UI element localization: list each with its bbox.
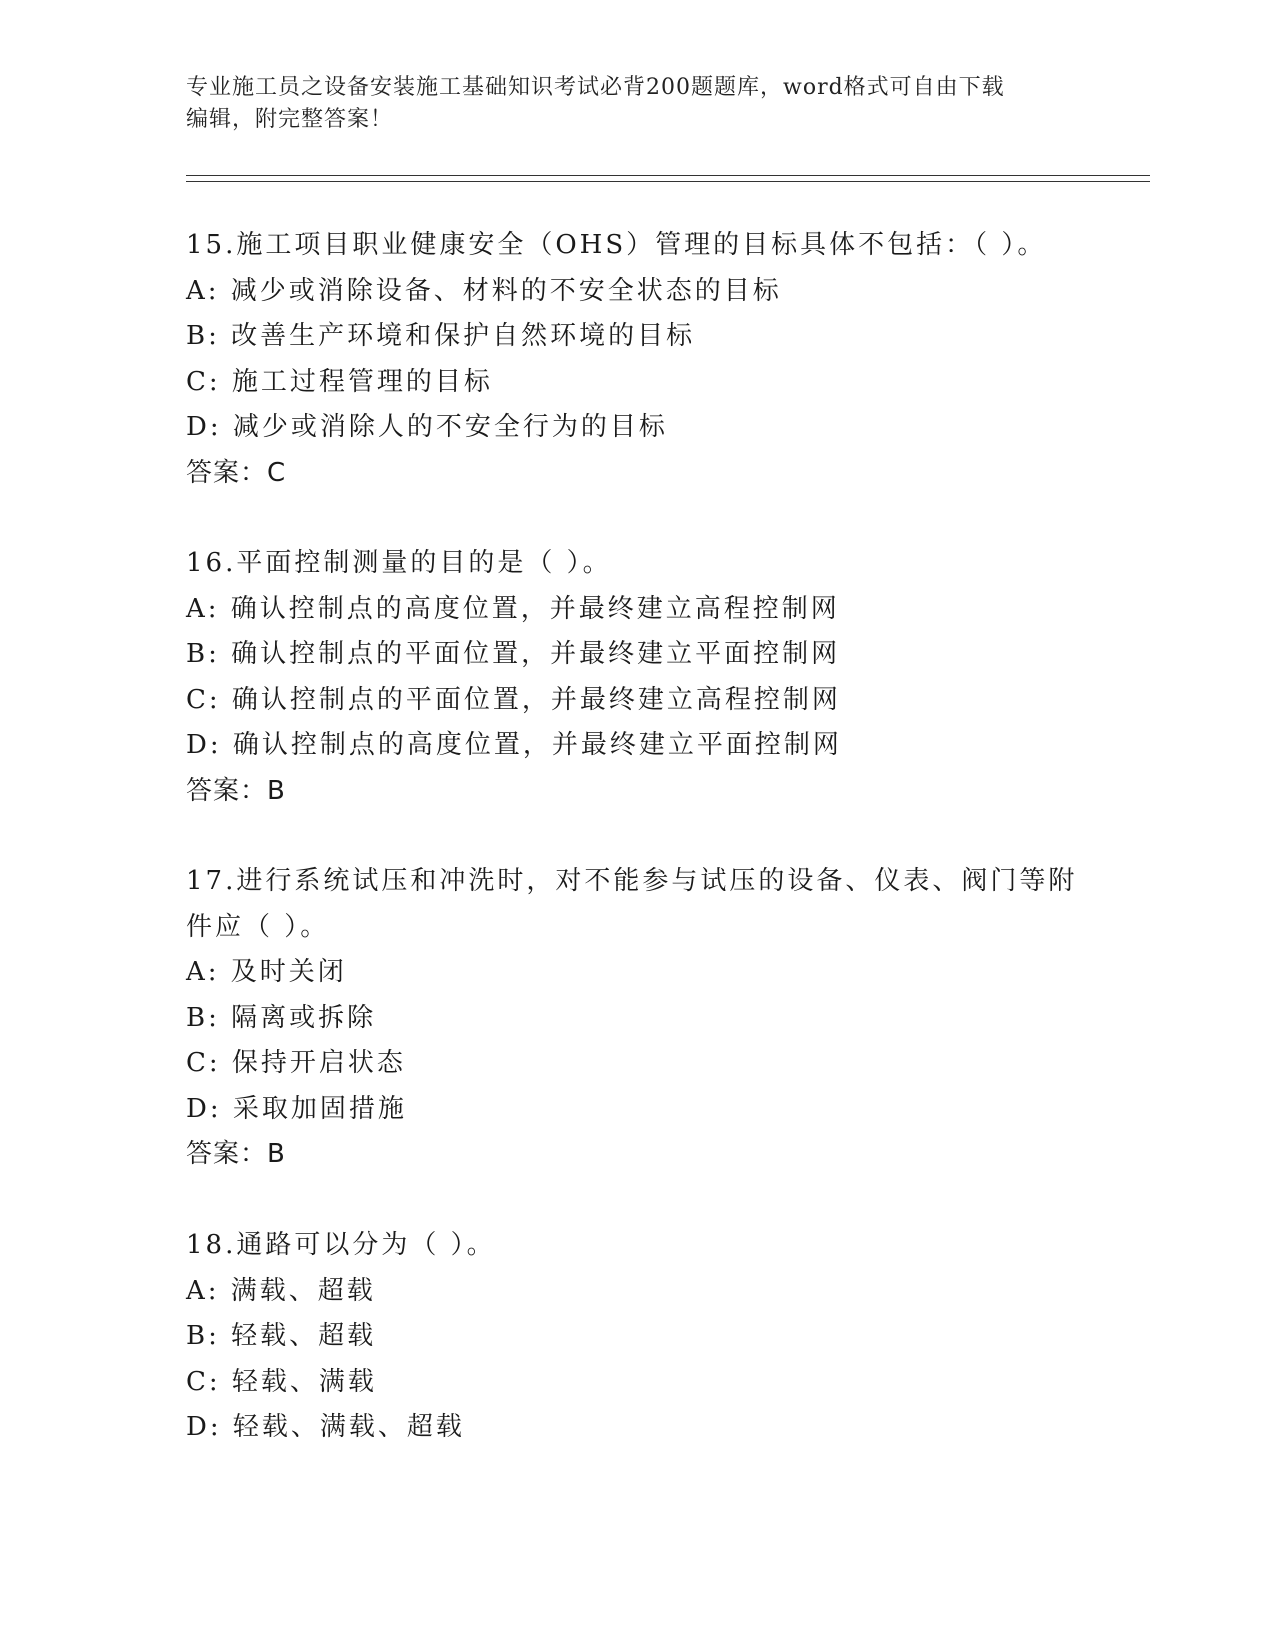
- option-a: A: 满载、超载: [186, 1275, 376, 1306]
- question-stem: 16.平面控制测量的目的是（ ）。: [186, 548, 612, 578]
- option-c: C: 确认控制点的平面位置，并最终建立高程控制网: [186, 684, 841, 715]
- answer-label: 答案：B: [186, 1139, 286, 1169]
- option-a: A: 及时关闭: [186, 957, 347, 987]
- option-d: D: 确认控制点的高度位置，并最终建立平面控制网: [186, 730, 842, 760]
- option-d: D: 采取加固措施: [186, 1093, 407, 1124]
- header-title-line-1: 专业施工员之设备安装施工基础知识考试必背200题题库，word格式可自由下载: [186, 75, 1005, 100]
- option-c: C: 轻载、满载: [186, 1366, 377, 1397]
- option-b: B: 确认控制点的平面位置，并最终建立平面控制网: [186, 639, 841, 669]
- question-stem-line-1: 17.进行系统试压和冲洗时，对不能参与试压的设备、仪表、阀门等附: [186, 866, 1078, 896]
- question-18: [186, 1223, 1086, 1451]
- header-divider-bottom: [186, 181, 1150, 182]
- option-d: D: 减少或消除人的不安全行为的目标: [186, 412, 668, 442]
- option-c: C: 施工过程管理的目标: [186, 366, 493, 397]
- question-17: [186, 859, 1086, 1178]
- answer-label: 答案：B: [186, 775, 286, 806]
- question-stem: 15.施工项目职业健康安全（OHS）管理的目标具体不包括：（ ）。: [186, 230, 1047, 260]
- option-b: B: 改善生产环境和保护自然环境的目标: [186, 321, 696, 351]
- question-stem: 18.通路可以分为（ ）。: [186, 1230, 496, 1260]
- question-15: [186, 223, 1086, 496]
- header-title-line-2: 编辑，附完整答案！: [186, 107, 394, 132]
- option-a: A: 减少或消除设备、材料的不安全状态的目标: [186, 275, 782, 306]
- option-c: C: 保持开启状态: [186, 1048, 406, 1078]
- option-b: B: 隔离或拆除: [186, 1002, 377, 1033]
- header-divider-top: [186, 175, 1150, 176]
- question-stem-line-2: 件应（ ）。: [186, 911, 330, 942]
- option-b: B: 轻载、超载: [186, 1321, 377, 1351]
- answer-label: 答案：C: [186, 457, 287, 488]
- option-a: A: 确认控制点的高度位置，并最终建立高程控制网: [186, 593, 840, 624]
- document-header: [186, 72, 1086, 136]
- option-d: D: 轻载、满载、超载: [186, 1412, 465, 1442]
- question-16: [186, 541, 1086, 814]
